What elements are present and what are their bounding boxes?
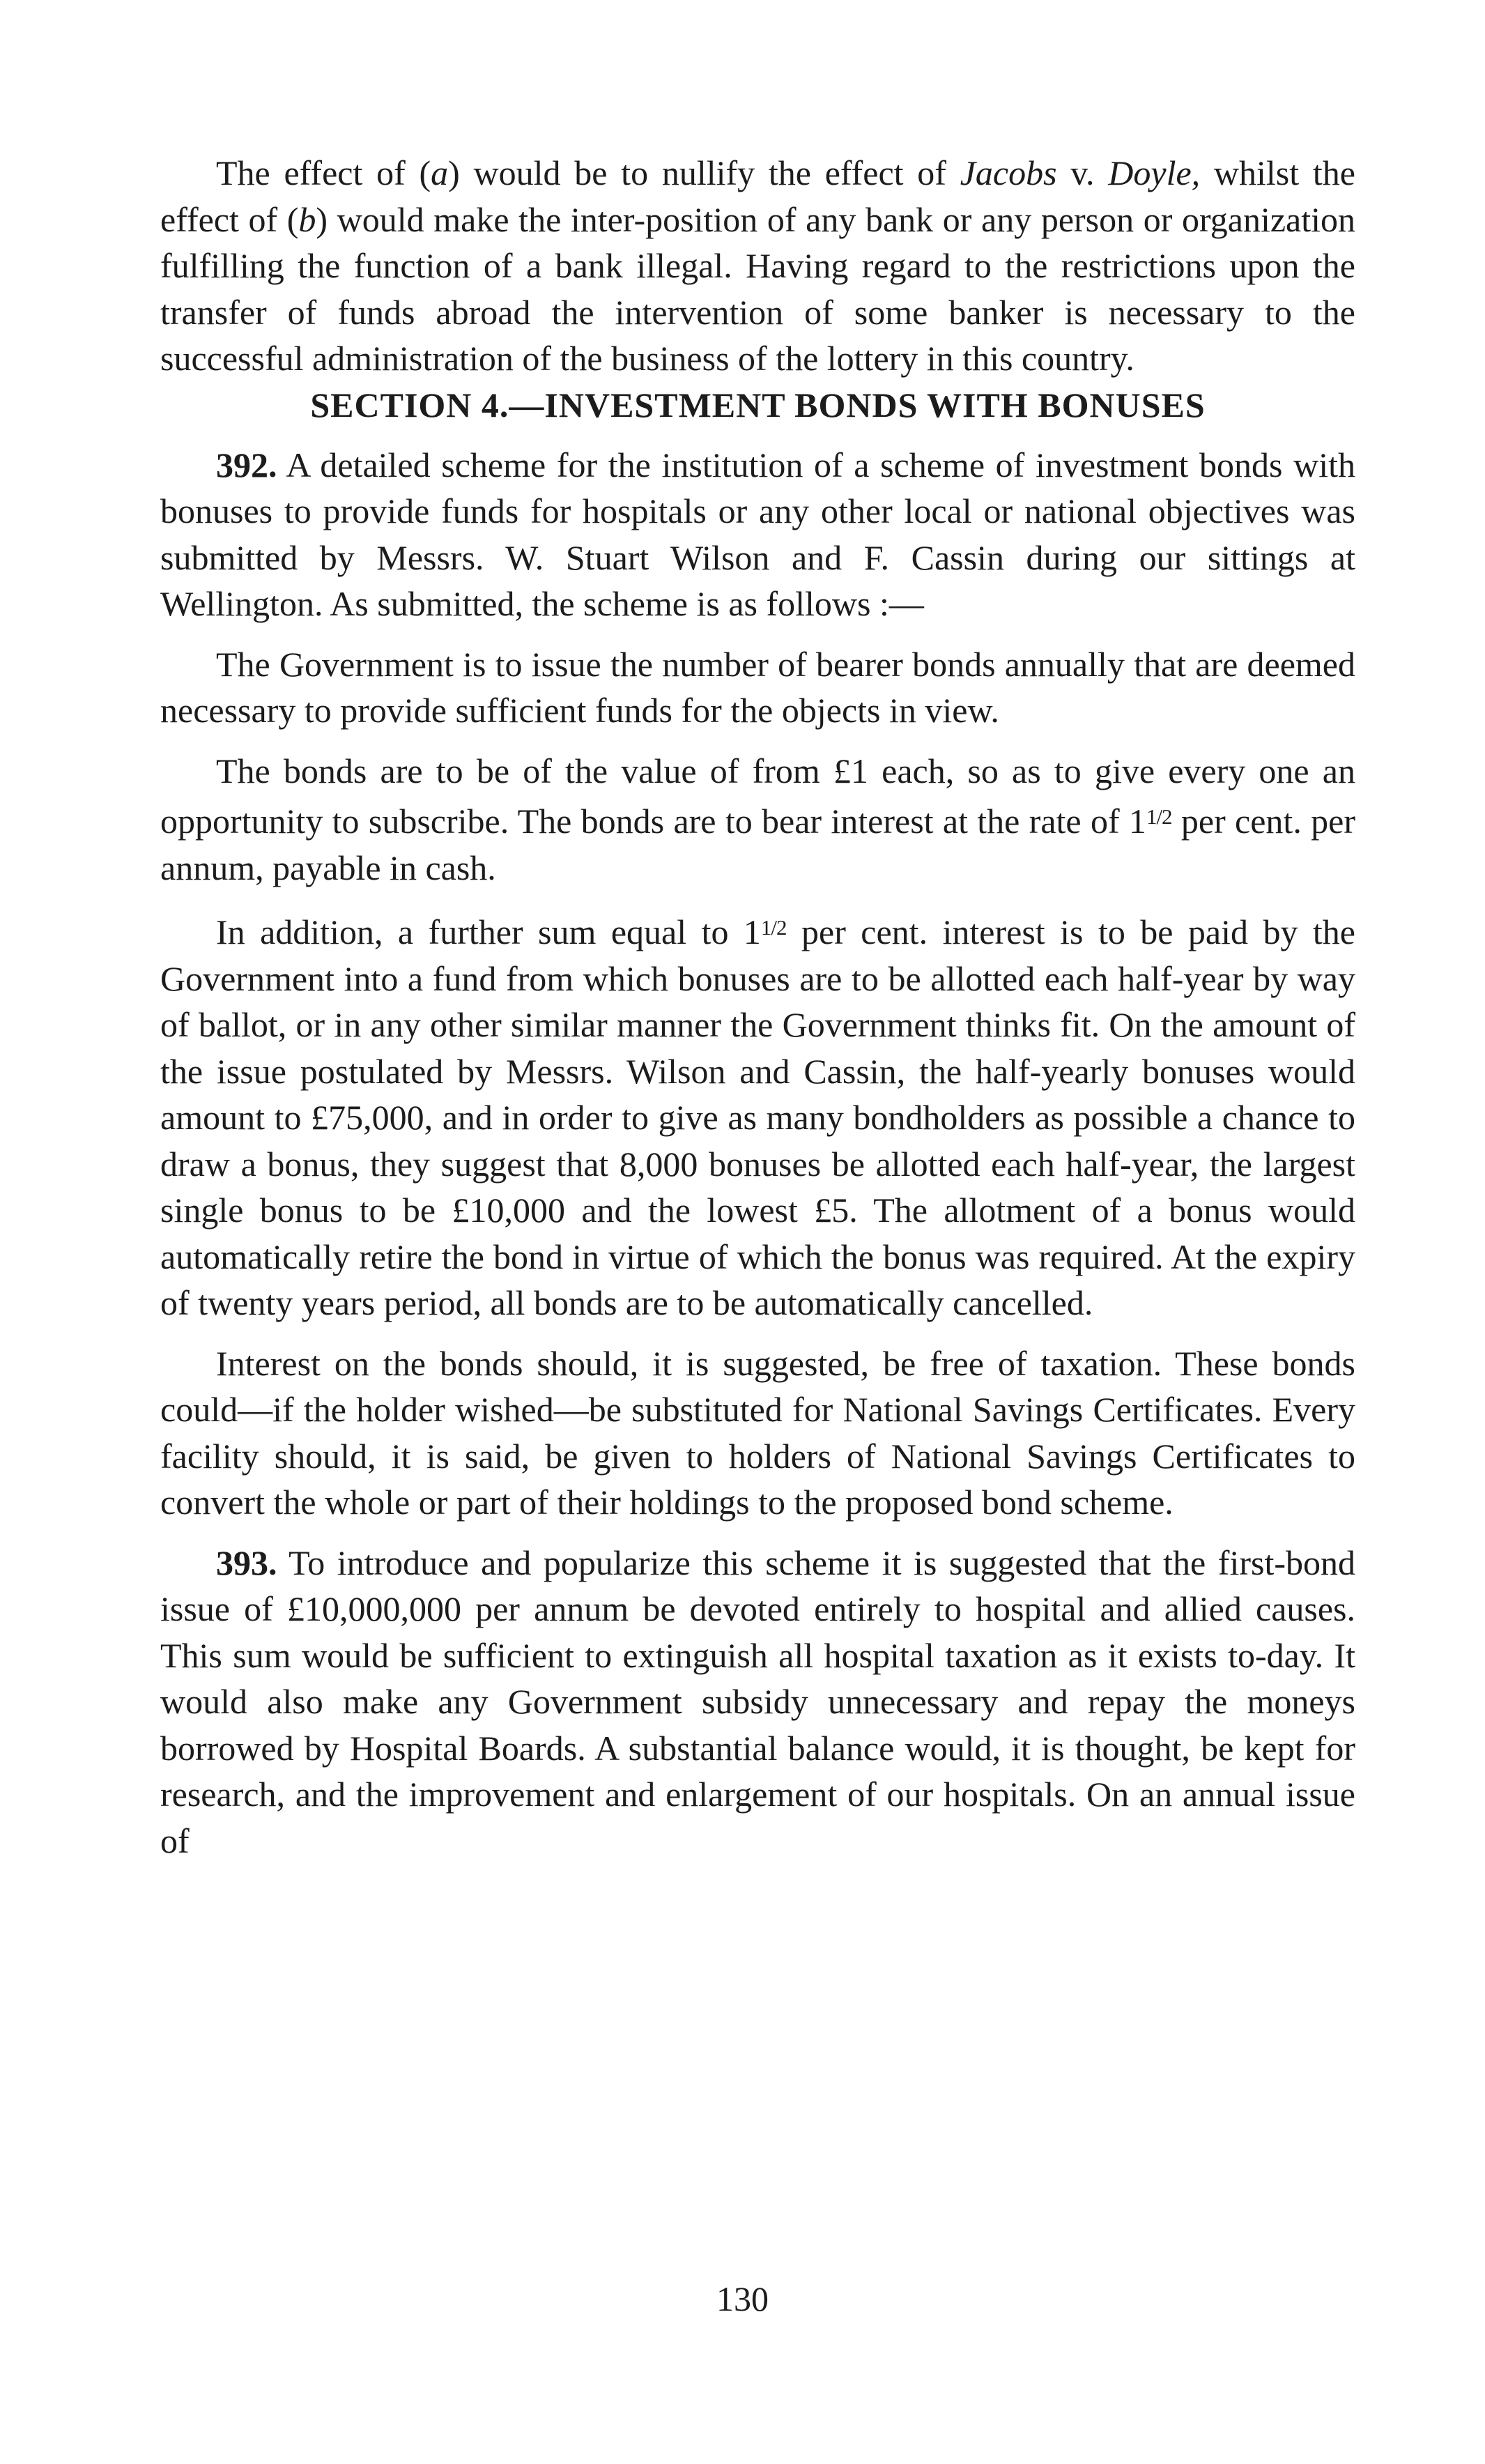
paragraph-393 <box>160 1540 1355 1865</box>
text-run: per cent. interest is to be paid by the Government into a fund from which bonuses are to be allotted each half-year by way of ballot, or in any other similar manner the Government thinks fit. On the amount of the issue postulated by Messrs. Wilson and Cassin, the half-yearly bonuses would amount to £75,000, and in order to give as many bondholders as possible a chance to draw a bonus, they suggest that 8,000 bonuses be allotted each half-year, the largest single bonus to be £10,000 and the lowest £5. The allotment of a bonus would automatically retire the bond in virtue of which the bonus was required. At the expiry of twenty years period, all bonds are to be automatically cancelled. <box>160 912 1355 1323</box>
paragraph-effect <box>160 150 1355 382</box>
paragraph-number: 392. <box>216 445 277 484</box>
page-body <box>160 150 1355 1864</box>
case-name-jacobs: Jacobs <box>960 153 1057 192</box>
text-run: ) would be to nullify the effect of <box>448 153 960 192</box>
paragraph-bond-value <box>160 748 1355 892</box>
paragraph-government: The Government is to issue the number of bearer bonds annually that are deemed necessary to provide sufficient funds for the objects in view. <box>160 644 1355 730</box>
text-run: v. <box>1056 153 1109 192</box>
text-run: The bonds are to be of the value of from £1 each, so as to give every one an opportunity to subscribe. The bonds are to bear interest at the rate of 1 <box>160 751 1355 841</box>
section-heading: SECTION 4.—INVESTMENT BONDS WITH BONUSES <box>310 385 1206 424</box>
text-run: per cent. per annum, payable in cash. <box>160 802 1355 887</box>
paragraph-addition <box>160 905 1355 1326</box>
paragraph-392 <box>160 442 1355 627</box>
italic-a: a <box>431 153 449 192</box>
italic-b: b <box>298 199 316 239</box>
case-name-doyle: Doyle, <box>1108 153 1201 192</box>
paragraph-interest: Interest on the bonds should, it is suggested, be free of taxation. These bonds could—if the holder wished—be substituted for National Savings Certificates. Every facility should, it is said, be given to holders of National Savings Certificates to convert the whole or part of their holdings to the proposed bond scheme. <box>160 1343 1355 1522</box>
text-run: In addition, a further sum equal to 1 <box>216 912 761 952</box>
text-run: A detailed scheme for the institution of a scheme of investment bonds with bonuses to provide funds for hospitals or any other local or national objectives was submitted by Messrs. W. Stuart Wilson and F. Cassin during our sittings at Wellington. As submitted, the scheme is as follows :— <box>160 445 1355 623</box>
text-run: ) would make the inter-position of any bank or any person or organization fulfilling the function of a bank illegal. Having regard to the restrictions upon the transfer of funds abroad the intervention of some banker is necessary to the successful administration of the business of the lottery in this country. <box>160 199 1356 378</box>
paragraph-number: 393. <box>216 1543 277 1582</box>
page-number: 130 <box>716 2279 769 2318</box>
text-run: To introduce and popularize this scheme it is suggested that the first-bond issue of £10,000,000 per annum be devoted entirely to hospital and allied causes. This sum would be sufficient to extinguish all hospital taxation as it exists to-day. It would also make any Government subsidy unnecessary and repay the moneys borrowed by Hospital Boards. A substantial balance would, it is thought, be kept for research, and the improvement and enlargement of our hospitals. On an annual issue of <box>160 1543 1355 1860</box>
text-run: The effect of ( <box>216 153 431 192</box>
fraction-half: 1/2 <box>1146 804 1172 829</box>
text-run: whilst the effect of ( <box>160 153 1355 239</box>
fraction-half: 1/2 <box>760 915 787 940</box>
